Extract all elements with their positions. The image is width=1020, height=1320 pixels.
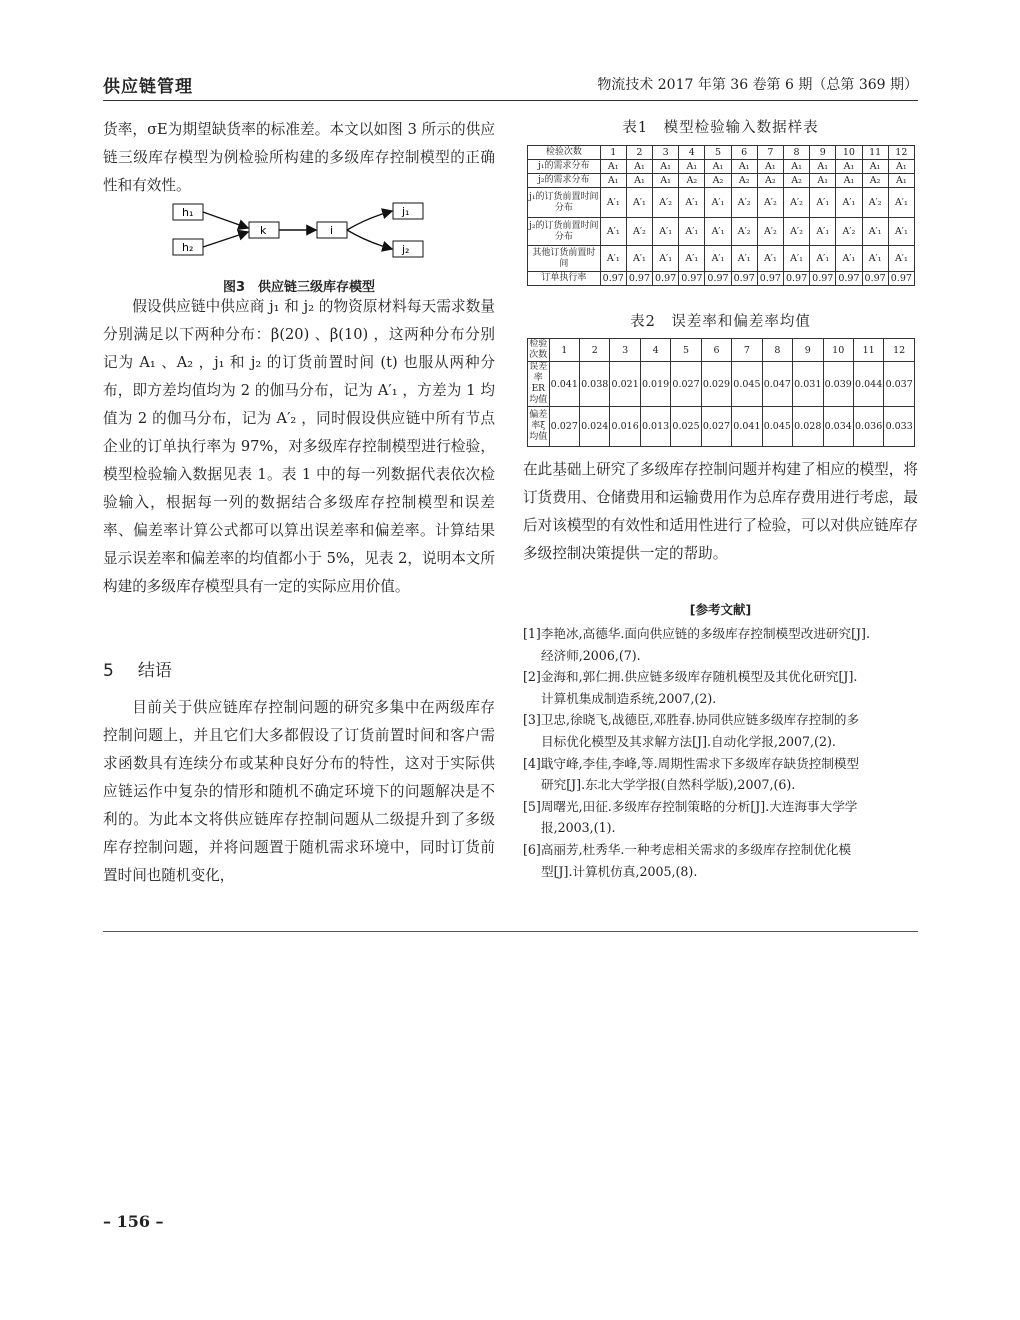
reference-item (523, 623, 918, 666)
column-header: 11 (853, 339, 883, 362)
journal-info: 物流技术 2017 年第 36 卷第 6 期（总第 369 期） (597, 77, 918, 93)
table-header-row (528, 339, 915, 362)
table-row (528, 272, 915, 286)
section-label: 供应链管理 (103, 77, 193, 97)
reference-line: [3]卫忠,徐晓飞,战德臣,邓胜春.协同供应链多级库存控制的多 (523, 712, 860, 728)
table-cell: A′₁ (783, 246, 809, 272)
node-h2-label: h₂ (182, 241, 194, 254)
table-cell: A₁ (888, 174, 914, 188)
reference-line: [2]金海和,郭仁拥.供应链多级库存随机模型及其优化研究[J]. (523, 669, 858, 685)
column-header: 7 (757, 146, 783, 160)
table-cell: A′₁ (888, 246, 914, 272)
header-label: 检验次数 (529, 339, 548, 360)
table-row (528, 174, 915, 188)
table-cell: A′₁ (600, 218, 626, 246)
table-cell: A′₁ (679, 246, 705, 272)
table2 (527, 338, 915, 447)
table-cell: 0.97 (862, 272, 888, 286)
reference-continuation: 型[J].计算机仿真,2005,(8). (541, 863, 698, 879)
table-cell: A′₂ (783, 218, 809, 246)
table-row (528, 188, 915, 218)
table-cell: 0.036 (853, 407, 883, 447)
row-label: j₁的需求分布 (528, 160, 601, 174)
arrow-i-j2 (347, 230, 392, 249)
table-cell: A₁ (810, 160, 836, 174)
header-label: 检验次数 (528, 146, 601, 160)
header-rule (103, 100, 918, 101)
reference-continuation: 计算机集成制造系统,2007,(2). (541, 690, 717, 706)
table-cell: A₂ (679, 174, 705, 188)
node-h1-label: h₁ (182, 206, 194, 219)
table-cell: A′₁ (810, 188, 836, 218)
table-cell: A′₁ (836, 246, 862, 272)
reference-item (523, 796, 918, 839)
column-header: 9 (810, 146, 836, 160)
table-cell: A′₂ (653, 188, 679, 218)
column-header: 7 (732, 339, 762, 362)
section-number: 5 (103, 661, 114, 681)
table-cell: A₂ (862, 174, 888, 188)
table-cell: 0.041 (732, 407, 762, 447)
table-cell: A′₁ (705, 218, 731, 246)
table-cell: A₂ (757, 174, 783, 188)
node-j2-label: j₂ (402, 243, 410, 256)
table-cell: A′₁ (862, 246, 888, 272)
row-label: 其他订货前置时间 (528, 246, 601, 272)
arrow-i-j1 (347, 211, 392, 230)
right-paragraph: 在此基础上研究了多级库存控制问题并构建了相应的模型，将订货费用、仓储费用和运输费用作为总库存费用进行考虑，最后对该模型的有效性和适用性进行了检验，可以对供应链库存多级控制决策提供一定的帮助。 (523, 461, 918, 562)
table-cell: 0.034 (823, 407, 853, 447)
section-title: 结语 (137, 661, 172, 681)
reference-continuation: 经济师,2006,(7). (541, 647, 641, 663)
column-header: 8 (762, 339, 792, 362)
table-row (528, 407, 915, 447)
table-cell: 0.97 (836, 272, 862, 286)
table-cell: 0.028 (793, 407, 823, 447)
table-cell: 0.97 (783, 272, 809, 286)
table-cell: A′₁ (626, 188, 652, 218)
table-cell: 0.044 (853, 362, 883, 407)
row-label: 偏差率ξ均值 (528, 407, 550, 447)
reference-line: [5]周曙光,田征.多级库存控制策略的分析[J].大连海事大学学 (523, 798, 858, 814)
column-header: 1 (549, 339, 579, 362)
table-row (528, 160, 915, 174)
reference-item (523, 709, 918, 752)
table-cell: A₂ (705, 174, 731, 188)
reference-item (523, 753, 918, 796)
reference-item (523, 839, 918, 882)
table-cell: 0.019 (640, 362, 670, 407)
column-header: 8 (783, 146, 809, 160)
table-cell: 0.97 (679, 272, 705, 286)
table-cell: 0.97 (626, 272, 652, 286)
reference-line: [4]戢守峰,李佳,李峰,等.周期性需求下多级库存缺货控制模型 (523, 755, 860, 771)
table-cell: A′₁ (757, 246, 783, 272)
table-cell: A′₁ (600, 188, 626, 218)
table-cell: A′₁ (626, 246, 652, 272)
table-cell: A₁ (600, 174, 626, 188)
table-cell: 0.045 (732, 362, 762, 407)
reference-line: [6]高丽芳,杜秀华.一种考虑相关需求的多级库存控制优化模 (523, 841, 852, 857)
table-cell: A′₂ (862, 188, 888, 218)
table-cell: A₂ (783, 174, 809, 188)
column-header: 3 (610, 339, 640, 362)
table-cell: 0.045 (762, 407, 792, 447)
column-header: 2 (580, 339, 610, 362)
table-cell: A′₂ (626, 218, 652, 246)
table-cell: A′₁ (836, 188, 862, 218)
table-cell: 0.97 (653, 272, 679, 286)
table-cell: A′₁ (888, 218, 914, 246)
table-cell: 0.013 (640, 407, 670, 447)
table1-caption: 表1 模型检验输入数据样表 (622, 120, 819, 136)
column-header: 1 (600, 146, 626, 160)
table-cell: A′₁ (705, 246, 731, 272)
reference-line: [1]李艳冰,高德华.面向供应链的多级库存控制模型改进研究[J]. (523, 626, 870, 641)
figure-caption: 图3 供应链三级库存模型 (222, 280, 376, 295)
node-k-label: k (260, 224, 267, 237)
column-header: 2 (626, 146, 652, 160)
table-cell: 0.038 (580, 362, 610, 407)
table-cell: A′₂ (757, 188, 783, 218)
table-cell: 0.021 (610, 362, 640, 407)
page-number: – 156 – (103, 1212, 164, 1231)
table-cell: A′₁ (600, 246, 626, 272)
table-cell: A′₁ (705, 188, 731, 218)
table-cell: 0.025 (671, 407, 701, 447)
node-i-label: i (330, 224, 334, 237)
arrow-h2-k (203, 232, 248, 247)
reference-continuation: 目标优化模型及其求解方法[J].自动化学报,2007,(2). (541, 733, 836, 749)
column-header: 12 (888, 146, 914, 160)
page-header (103, 72, 918, 98)
row-label: 误差率ER均值 (529, 362, 548, 405)
column-header: 11 (862, 146, 888, 160)
table-cell: A′₁ (653, 246, 679, 272)
table2-caption: 表2 误差率和偏差率均值 (630, 314, 811, 330)
table-cell: A′₁ (653, 218, 679, 246)
table-cell: 0.024 (580, 407, 610, 447)
section-heading (103, 656, 196, 681)
table-cell: A′₁ (810, 246, 836, 272)
table1 (527, 145, 915, 286)
table-row (528, 362, 915, 407)
column-header: 4 (640, 339, 670, 362)
table-cell: A₂ (731, 174, 757, 188)
references-title: [参考文献] (689, 602, 752, 617)
table-cell: A₁ (810, 174, 836, 188)
table-cell: A′₁ (888, 188, 914, 218)
body-paragraph-2: 假设供应链中供应商 j₁ 和 j₂ 的物资原材料每天需求数量分别满足以下两种分布：β(20) 、β(10) ，这两种分布分别记为 A₁ 、A₂ ，j₁ 和 j₂ 的订货前置时间 (t) 也服从两种分布，即方差均值均为 2 的伽马分布，记为 A′₁ ，方差为 1 均值为 2 的伽马分布，记为 A′₂ ，同时假设供应链中所有节点企业的订单执行率为 97%，对多级库存控制模型进行检验，模型检验输入数据见表 1。表 1 中的每一列数据代表依次检验输入，根据每一列的数据结合多级库存控制模型和误差率、偏差率计算公式都可以算出误差率和偏差率。计算结果显示误差率和偏差率的均值都小于 5%，见表 2，说明本文所构建的多级库存模型具有一定的实际应用价值。 (103, 298, 495, 595)
table-cell: A′₂ (783, 188, 809, 218)
column-header: 6 (701, 339, 731, 362)
column-header: 4 (679, 146, 705, 160)
node-j1-label: j₁ (402, 205, 410, 218)
table-cell: 0.016 (610, 407, 640, 447)
table-cell: A′₁ (731, 246, 757, 272)
table-cell: 0.029 (701, 362, 731, 407)
footer-rule (103, 931, 918, 932)
table-cell: A₁ (653, 174, 679, 188)
table-cell: 0.027 (671, 362, 701, 407)
reference-continuation: 研究[J].东北大学学报(自然科学版),2007,(6). (541, 777, 796, 793)
table-cell: A₁ (783, 160, 809, 174)
table-cell: 0.97 (600, 272, 626, 286)
row-label: j₂的订货前置时间分布 (528, 218, 601, 246)
table-header-row (528, 146, 915, 160)
table-row (528, 246, 915, 272)
column-header: 6 (731, 146, 757, 160)
column-header: 10 (823, 339, 853, 362)
row-label: j₂的需求分布 (528, 174, 601, 188)
table-cell: 0.027 (549, 407, 579, 447)
row-label: 订单执行率 (528, 272, 601, 286)
table-cell: A₁ (626, 174, 652, 188)
column-header: 10 (836, 146, 862, 160)
table-cell: 0.039 (823, 362, 853, 407)
supply-chain-diagram (172, 198, 434, 264)
table-cell: 0.97 (888, 272, 914, 286)
table-cell: A′₁ (862, 218, 888, 246)
table-cell: A′₁ (679, 188, 705, 218)
reference-item (523, 666, 918, 709)
table-cell: A′₂ (731, 218, 757, 246)
column-header: 3 (653, 146, 679, 160)
table-cell: 0.97 (757, 272, 783, 286)
column-header: 9 (793, 339, 823, 362)
table-cell: A₁ (862, 160, 888, 174)
table-cell: 0.97 (705, 272, 731, 286)
table-cell: 0.041 (549, 362, 579, 407)
reference-continuation: 报,2003,(1). (541, 820, 616, 836)
table-cell: A′₂ (757, 218, 783, 246)
column-header: 5 (671, 339, 701, 362)
table-cell: A₁ (888, 160, 914, 174)
table-cell: A′₂ (836, 218, 862, 246)
table-cell: A₁ (757, 160, 783, 174)
table-cell: A′₁ (679, 218, 705, 246)
table-cell: A₁ (626, 160, 652, 174)
table-cell: 0.047 (762, 362, 792, 407)
table-cell: A₁ (705, 160, 731, 174)
table-row (528, 218, 915, 246)
table-cell: 0.027 (701, 407, 731, 447)
table-cell: A′₂ (731, 188, 757, 218)
intro-paragraph: 货率，σE为期望缺货率的标准差。本文以如图 3 所示的供应链三级库存模型为例检验所构建的多级库存控制模型的正确性和有效性。 (103, 121, 495, 194)
references-list (523, 623, 918, 882)
table-cell: A₁ (679, 160, 705, 174)
row-label: j₁的订货前置时间分布 (528, 188, 601, 218)
table-cell: 0.031 (793, 362, 823, 407)
table-cell: A₁ (836, 160, 862, 174)
table-cell: A₁ (600, 160, 626, 174)
column-header: 12 (884, 339, 915, 362)
table-cell: A′₁ (810, 218, 836, 246)
conclusion-paragraph: 目前关于供应链库存控制问题的研究多集中在两级库存控制问题上，并且它们大多都假设了订货前置时间和客户需求函数具有连续分布或某种良好分布的特性，这对于实际供应链运作中复杂的情形和随机不确定环境下的问题解决是不利的。为此本文将供应链库存控制问题从二级提升到了多级库存控制问题，并将问题置于随机需求环境中，同时订货前置时间也随机变化， (103, 699, 495, 884)
table-cell: A₁ (731, 160, 757, 174)
arrow-h1-k (203, 212, 248, 228)
table-cell: 0.97 (731, 272, 757, 286)
table-cell: 0.033 (884, 407, 915, 447)
table-cell: A₁ (653, 160, 679, 174)
table-cell: 0.97 (810, 272, 836, 286)
column-header: 5 (705, 146, 731, 160)
table-cell: 0.037 (884, 362, 915, 407)
table-cell: A₁ (836, 174, 862, 188)
